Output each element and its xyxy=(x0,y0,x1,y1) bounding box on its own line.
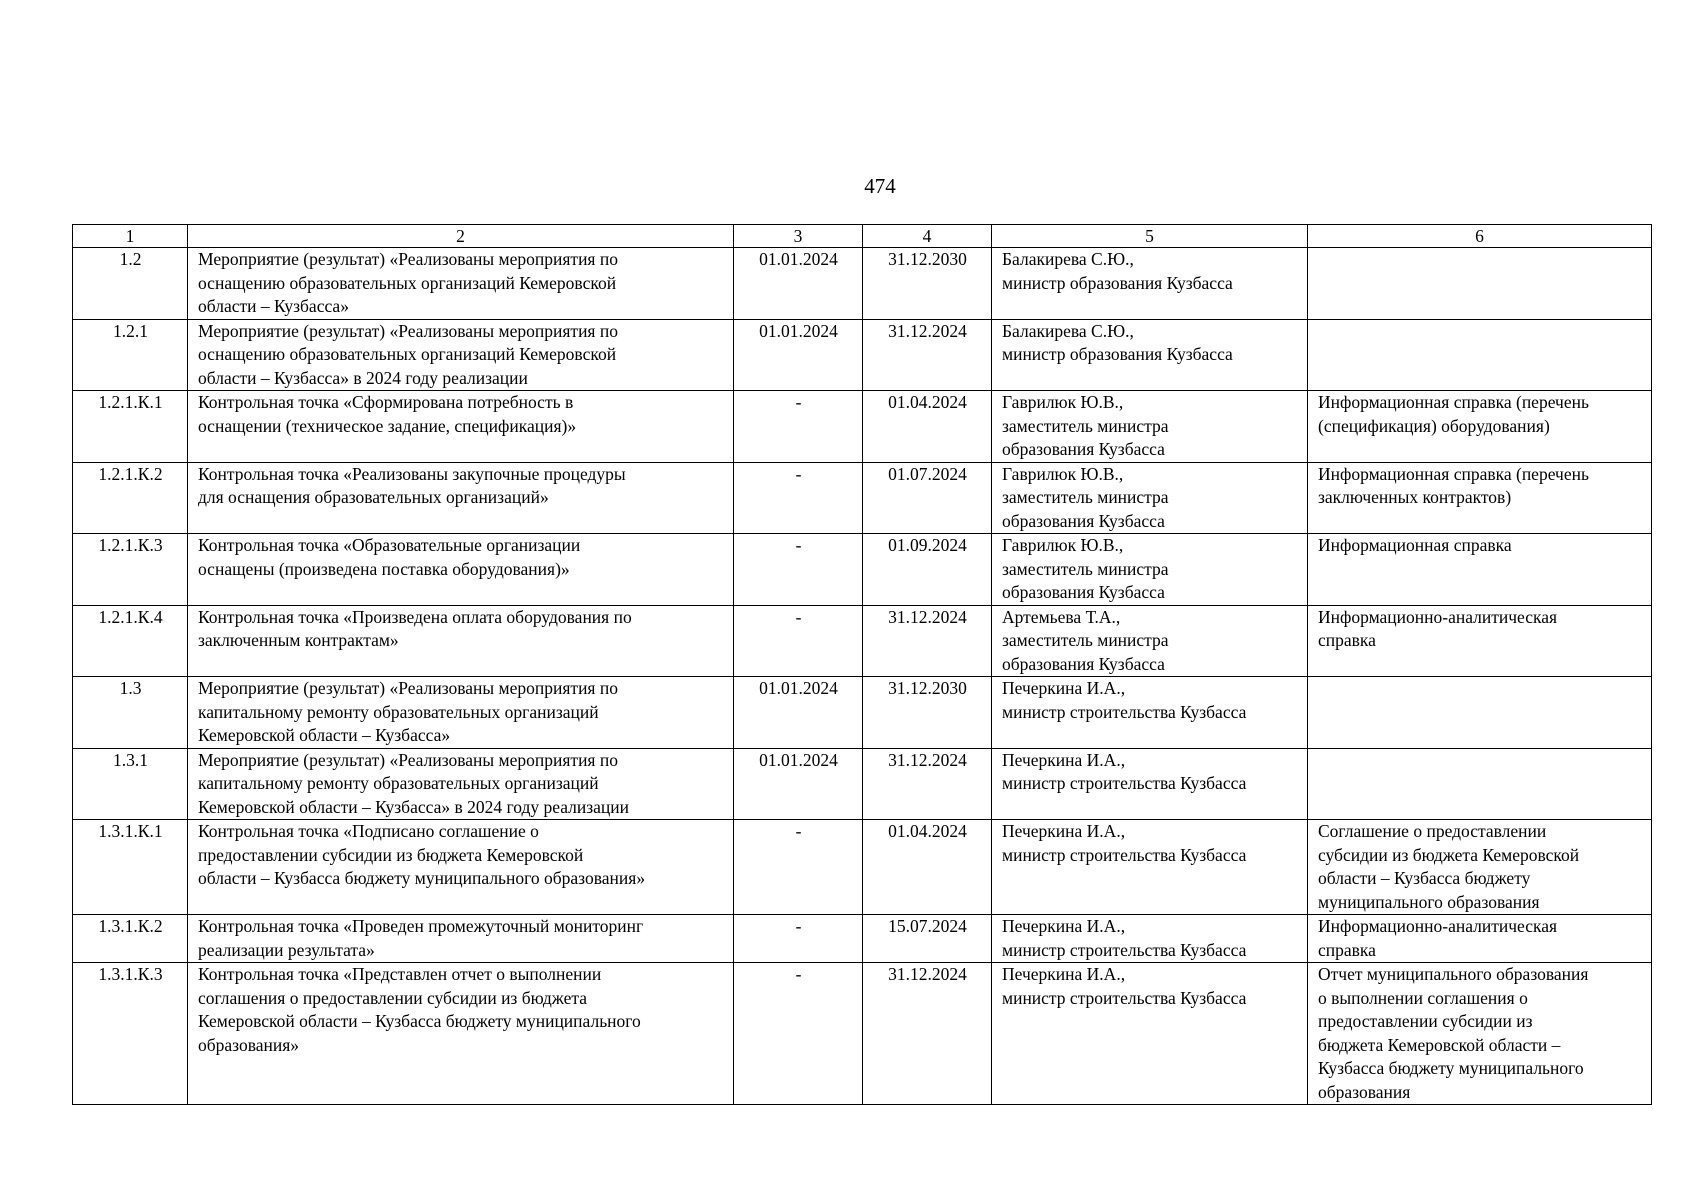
responsible-person-line: министр строительства Кузбасса xyxy=(1002,939,1247,960)
confirming-document xyxy=(1308,820,1652,915)
responsible-person-line: образования Кузбасса xyxy=(1002,510,1165,531)
row-name-line: оснащении (техническое задание, спецификация)» xyxy=(198,415,577,436)
end-date: 31.12.2030 xyxy=(863,677,992,749)
end-date: 31.12.2030 xyxy=(863,248,992,320)
start-date: - xyxy=(734,605,863,677)
confirming-document-line: Информационная справка (перечень xyxy=(1318,463,1589,484)
responsible-person-line: министр строительства Кузбасса xyxy=(1002,987,1247,1008)
start-date: 01.01.2024 xyxy=(734,319,863,391)
responsible-person xyxy=(992,963,1308,1105)
end-date: 01.04.2024 xyxy=(863,820,992,915)
responsible-person-line: Печеркина И.А., xyxy=(1002,678,1126,698)
end-date: 15.07.2024 xyxy=(863,915,992,963)
row-name xyxy=(188,534,734,606)
row-name-line: области – Кузбасса бюджету муниципального образования» xyxy=(198,868,646,888)
start-date: - xyxy=(734,462,863,534)
responsible-person xyxy=(992,319,1308,391)
row-name xyxy=(188,748,734,820)
end-date: 31.12.2024 xyxy=(863,963,992,1105)
confirming-document-line: субсидии из бюджета Кемеровской xyxy=(1318,844,1580,865)
responsible-person xyxy=(992,605,1308,677)
confirming-document-line: предоставлении субсидии из xyxy=(1318,1011,1533,1031)
row-number: 1.2.1.К.4 xyxy=(73,605,188,677)
responsible-person-line: Печеркина И.А., xyxy=(1002,749,1126,770)
row-name-line: Контрольная точка «Реализованы закупочные процедуры xyxy=(198,463,626,484)
responsible-person-line: образования Кузбасса xyxy=(1002,582,1165,602)
row-name-line: Мероприятие (результат) «Реализованы мероприятия по xyxy=(198,320,618,341)
confirming-document-line: Информационная справка xyxy=(1318,535,1512,555)
row-name-line: Кемеровской области – Кузбасса бюджету муниципального xyxy=(198,1011,641,1031)
row-number: 1.2.1 xyxy=(73,319,188,391)
confirming-document-line: Информационно-аналитическая xyxy=(1318,916,1558,936)
start-date: 01.01.2024 xyxy=(734,677,863,749)
row-number: 1.3.1.К.1 xyxy=(73,820,188,915)
table-row xyxy=(73,534,1652,606)
end-date: 01.09.2024 xyxy=(863,534,992,606)
responsible-person-line: Гаврилюк Ю.В., xyxy=(1002,463,1124,484)
row-name-line: реализации результата» xyxy=(198,939,375,960)
start-date: - xyxy=(734,820,863,915)
responsible-person-line: заместитель министра xyxy=(1002,558,1169,579)
row-name xyxy=(188,391,734,463)
row-name-line: Мероприятие (результат) «Реализованы мероприятия по xyxy=(198,678,618,698)
responsible-person-line: Балакирева С.Ю., xyxy=(1002,320,1134,341)
table-row xyxy=(73,748,1652,820)
page-number: 474 xyxy=(864,174,896,198)
start-date: - xyxy=(734,534,863,606)
confirming-document-line: Отчет муниципального образования xyxy=(1318,964,1589,984)
row-name-line: Контрольная точка «Образовательные организации xyxy=(198,535,581,555)
responsible-person-line: Печеркина И.А., xyxy=(1002,964,1126,984)
responsible-person xyxy=(992,391,1308,463)
row-number: 1.2.1.К.3 xyxy=(73,534,188,606)
table-row xyxy=(73,462,1652,534)
confirming-document-line: образования xyxy=(1318,1081,1411,1102)
confirming-document xyxy=(1308,248,1652,320)
responsible-person-line: министр строительства Кузбасса xyxy=(1002,773,1247,793)
column-header-3: 3 xyxy=(734,225,863,248)
responsible-person-line: Балакирева С.Ю., xyxy=(1002,249,1134,269)
confirming-document xyxy=(1308,963,1652,1105)
row-name xyxy=(188,605,734,677)
row-name-line: Кемеровской области – Кузбасса» xyxy=(198,725,451,745)
row-number: 1.3.1.К.2 xyxy=(73,915,188,963)
column-header-4: 4 xyxy=(863,225,992,248)
confirming-document-line: Соглашение о предоставлении xyxy=(1318,821,1547,841)
responsible-person-line: министр строительства Кузбасса xyxy=(1002,844,1247,865)
row-name-line: соглашения о предоставлении субсидии из бюджета xyxy=(198,987,587,1008)
row-name-line: Контрольная точка «Произведена оплата оборудования по xyxy=(198,606,632,627)
confirming-document-line: справка xyxy=(1318,939,1376,960)
row-name-line: для оснащения образовательных организаций» xyxy=(198,487,549,507)
responsible-person xyxy=(992,248,1308,320)
table-row xyxy=(73,248,1652,320)
confirming-document-line: Информационная справка (перечень xyxy=(1318,392,1589,412)
confirming-document-line: заключенных контрактов) xyxy=(1318,487,1512,507)
responsible-person-line: министр образования Кузбасса xyxy=(1002,272,1233,293)
responsible-person-line: Печеркина И.А., xyxy=(1002,821,1126,841)
row-name-line: заключенным контрактам» xyxy=(198,630,399,650)
confirming-document-line: муниципального образования xyxy=(1318,891,1540,912)
confirming-document-line: области – Кузбасса бюджету xyxy=(1318,868,1531,888)
row-name-line: оснащению образовательных организаций Кемеровской xyxy=(198,344,617,364)
row-number: 1.3.1.К.3 xyxy=(73,963,188,1105)
row-name-line: капитальному ремонту образовательных организаций xyxy=(198,701,599,722)
table-row xyxy=(73,605,1652,677)
row-name-line: Контрольная точка «Подписано соглашение о xyxy=(198,821,539,841)
confirming-document-line: бюджета Кемеровской области – xyxy=(1318,1034,1561,1055)
row-number: 1.3.1 xyxy=(73,748,188,820)
confirming-document-line: справка xyxy=(1318,630,1376,650)
start-date: - xyxy=(734,963,863,1105)
row-number: 1.3 xyxy=(73,677,188,749)
confirming-document xyxy=(1308,677,1652,749)
table-row xyxy=(73,915,1652,963)
confirming-document xyxy=(1308,319,1652,391)
row-name xyxy=(188,820,734,915)
responsible-person xyxy=(992,915,1308,963)
column-header-1: 1 xyxy=(73,225,188,248)
confirming-document xyxy=(1308,462,1652,534)
table-row xyxy=(73,391,1652,463)
responsible-person-line: заместитель министра xyxy=(1002,487,1169,507)
table-row xyxy=(73,963,1652,1105)
responsible-person-line: Гаврилюк Ю.В., xyxy=(1002,392,1124,412)
end-date: 31.12.2024 xyxy=(863,605,992,677)
row-name-line: оснащены (произведена поставка оборудования)» xyxy=(198,558,570,579)
column-header-2: 2 xyxy=(188,225,734,248)
table-row xyxy=(73,677,1652,749)
row-name xyxy=(188,248,734,320)
row-name xyxy=(188,462,734,534)
row-name xyxy=(188,915,734,963)
confirming-document-line: Информационно-аналитическая xyxy=(1318,606,1558,627)
responsible-person-line: министр строительства Кузбасса xyxy=(1002,701,1247,722)
responsible-person xyxy=(992,677,1308,749)
confirming-document xyxy=(1308,534,1652,606)
responsible-person-line: образования Кузбасса xyxy=(1002,653,1165,674)
start-date: - xyxy=(734,391,863,463)
row-name xyxy=(188,677,734,749)
table-body xyxy=(73,248,1652,1105)
row-name-line: образования» xyxy=(198,1034,300,1055)
row-name-line: Мероприятие (результат) «Реализованы мероприятия по xyxy=(198,249,618,269)
confirming-document xyxy=(1308,748,1652,820)
start-date: 01.01.2024 xyxy=(734,748,863,820)
confirming-document-line: о выполнении соглашения о xyxy=(1318,987,1528,1008)
column-header-5: 5 xyxy=(992,225,1308,248)
row-name-line: Контрольная точка «Проведен промежуточный мониторинг xyxy=(198,916,644,936)
row-name-line: Контрольная точка «Представлен отчет о выполнении xyxy=(198,964,602,984)
confirming-document xyxy=(1308,605,1652,677)
row-number: 1.2 xyxy=(73,248,188,320)
confirming-document-line: (спецификация) оборудования) xyxy=(1318,415,1550,436)
header-row xyxy=(73,225,1652,248)
responsible-person-line: министр образования Кузбасса xyxy=(1002,344,1233,364)
row-name-line: предоставлении субсидии из бюджета Кемеровской xyxy=(198,844,584,865)
confirming-document xyxy=(1308,915,1652,963)
table-row xyxy=(73,319,1652,391)
start-date: - xyxy=(734,915,863,963)
confirming-document xyxy=(1308,391,1652,463)
end-date: 01.04.2024 xyxy=(863,391,992,463)
row-number: 1.2.1.К.2 xyxy=(73,462,188,534)
end-date: 31.12.2024 xyxy=(863,748,992,820)
row-name xyxy=(188,963,734,1105)
responsible-person xyxy=(992,534,1308,606)
row-name-line: капитальному ремонту образовательных организаций xyxy=(198,773,599,793)
row-number: 1.2.1.К.1 xyxy=(73,391,188,463)
confirming-document-line: Кузбасса бюджету муниципального xyxy=(1318,1058,1584,1078)
responsible-person-line: Печеркина И.А., xyxy=(1002,916,1126,936)
column-header-6: 6 xyxy=(1308,225,1652,248)
end-date: 31.12.2024 xyxy=(863,319,992,391)
row-name-line: Мероприятие (результат) «Реализованы мероприятия по xyxy=(198,749,618,770)
responsible-person-line: заместитель министра xyxy=(1002,630,1169,650)
table-row xyxy=(73,820,1652,915)
responsible-person xyxy=(992,462,1308,534)
row-name-line: оснащению образовательных организаций Кемеровской xyxy=(198,272,617,293)
plan-table xyxy=(72,224,1652,1105)
start-date: 01.01.2024 xyxy=(734,248,863,320)
responsible-person-line: заместитель министра xyxy=(1002,415,1169,436)
responsible-person xyxy=(992,748,1308,820)
row-name-line: Контрольная точка «Сформирована потребность в xyxy=(198,392,574,412)
responsible-person-line: Гаврилюк Ю.В., xyxy=(1002,535,1124,555)
responsible-person-line: образования Кузбасса xyxy=(1002,439,1165,459)
responsible-person xyxy=(992,820,1308,915)
row-name-line: области – Кузбасса» в 2024 году реализации xyxy=(198,367,528,388)
row-name xyxy=(188,319,734,391)
row-name-line: Кемеровской области – Кузбасса» в 2024 году реализации xyxy=(198,796,630,817)
end-date: 01.07.2024 xyxy=(863,462,992,534)
row-name-line: области – Кузбасса» xyxy=(198,296,349,316)
responsible-person-line: Артемьева Т.А., xyxy=(1002,606,1121,627)
